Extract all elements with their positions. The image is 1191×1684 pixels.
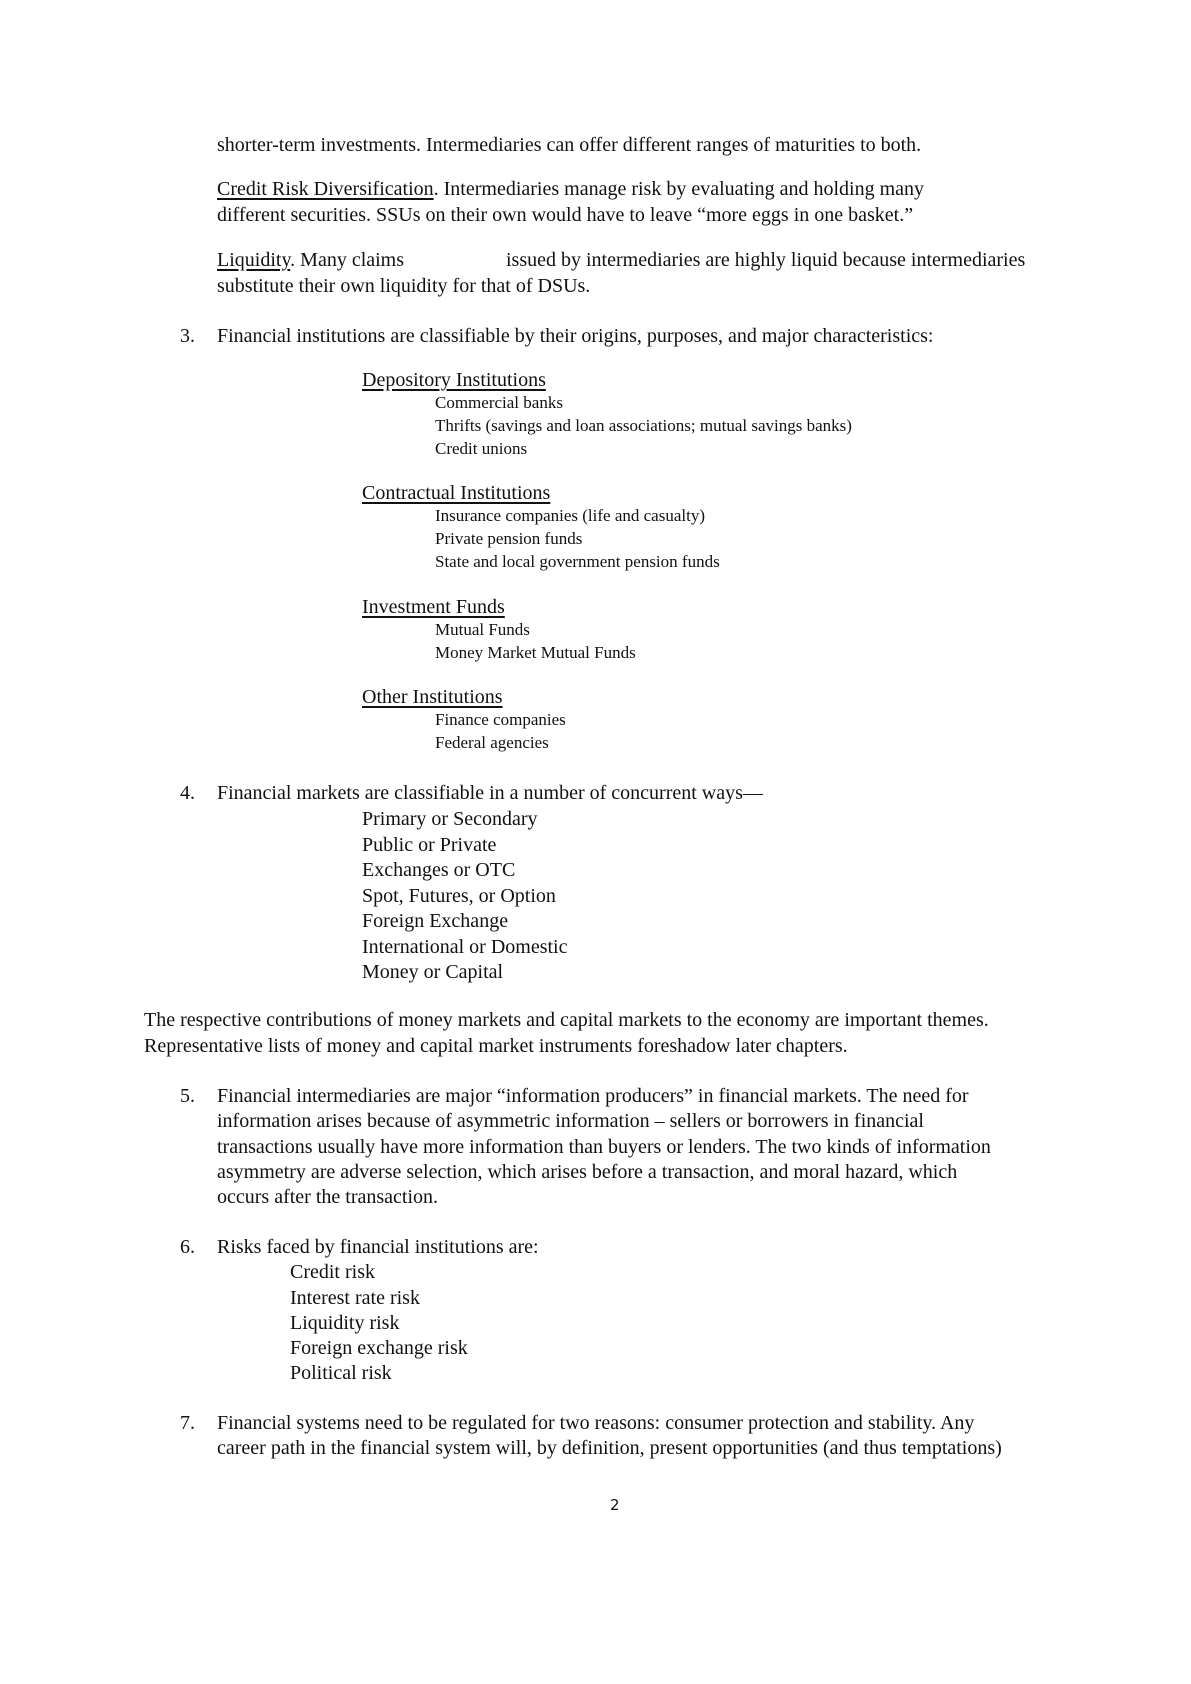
- intro-line: shorter-term investments. Intermediaries can offer different ranges of maturities to both.: [217, 134, 922, 156]
- item-7-line: career path in the financial system will, by definition, present opportunities (and thus temptations): [217, 1437, 1002, 1459]
- list-item: Commercial banks: [435, 393, 563, 412]
- list-item: Mutual Funds: [435, 620, 530, 639]
- list-item: Primary or Secondary: [362, 808, 538, 830]
- list-item: Interest rate risk: [290, 1287, 420, 1309]
- credit-risk-line-2: different securities. SSUs on their own would have to leave “more eggs in one basket.”: [217, 204, 914, 226]
- group-heading-contractual: Contractual Institutions: [362, 482, 551, 504]
- item-4-text: Financial markets are classifiable in a number of concurrent ways—: [217, 782, 763, 804]
- list-item: Spot, Futures, or Option: [362, 885, 556, 907]
- liquidity-heading: Liquidity: [217, 249, 291, 271]
- list-item: Money Market Mutual Funds: [435, 643, 636, 662]
- list-item: Money or Capital: [362, 961, 504, 983]
- list-item: Finance companies: [435, 710, 566, 729]
- liquidity-line-1: Liquidity. Many claims: [217, 249, 405, 271]
- page-number: 2: [610, 1496, 620, 1514]
- item-5-line: asymmetry are adverse selection, which arises before a transaction, and moral hazard, which: [217, 1161, 958, 1183]
- item-5-line: Financial intermediaries are major “information producers” in financial markets. The need for: [217, 1085, 969, 1107]
- liquidity-line-1b: issued by intermediaries are highly liquid because intermediaries: [506, 249, 1026, 271]
- liquidity-line-2: substitute their own liquidity for that of DSUs.: [217, 275, 591, 297]
- item-4-number: 4.: [180, 782, 195, 804]
- paragraph-line-1: The respective contributions of money markets and capital markets to the economy are important themes.: [144, 1009, 989, 1031]
- paragraph-line-2: Representative lists of money and capital market instruments foreshadow later chapters.: [144, 1035, 848, 1057]
- list-item: Foreign Exchange: [362, 910, 509, 932]
- item-3-number: 3.: [180, 325, 195, 347]
- list-item: Foreign exchange risk: [290, 1337, 468, 1359]
- list-item: Exchanges or OTC: [362, 859, 516, 881]
- item-7-number: 7.: [180, 1412, 195, 1434]
- item-5-line: transactions usually have more information than buyers or lenders. The two kinds of information: [217, 1136, 991, 1158]
- group-heading-other: Other Institutions: [362, 686, 503, 708]
- group-heading-depository: Depository Institutions: [362, 369, 546, 391]
- item-6-number: 6.: [180, 1236, 195, 1258]
- item-6-text: Risks faced by financial institutions are:: [217, 1236, 539, 1258]
- list-item: Credit risk: [290, 1261, 375, 1283]
- list-item: Credit unions: [435, 439, 528, 458]
- item-7-line: Financial systems need to be regulated for two reasons: consumer protection and stability. Any: [217, 1412, 975, 1434]
- list-item: Private pension funds: [435, 529, 583, 548]
- list-item: Federal agencies: [435, 733, 549, 752]
- item-5-line: information arises because of asymmetric information – sellers or borrowers in financial: [217, 1110, 924, 1132]
- item-3-text: Financial institutions are classifiable by their origins, purposes, and major characteristics:: [217, 325, 934, 347]
- list-item: Political risk: [290, 1362, 392, 1384]
- item-5-line: occurs after the transaction.: [217, 1186, 439, 1208]
- list-item: Public or Private: [362, 834, 497, 856]
- list-item: Liquidity risk: [290, 1312, 400, 1334]
- credit-risk-heading: Credit Risk Diversification: [217, 178, 434, 200]
- list-item: International or Domestic: [362, 936, 568, 958]
- list-item: Thrifts (savings and loan associations; mutual savings banks): [435, 416, 852, 435]
- list-item: Insurance companies (life and casualty): [435, 506, 705, 525]
- credit-risk-line-1: Credit Risk Diversification. Intermediaries manage risk by evaluating and holding many: [217, 178, 925, 200]
- group-heading-investment: Investment Funds: [362, 596, 505, 618]
- item-5-number: 5.: [180, 1085, 195, 1107]
- list-item: State and local government pension funds: [435, 552, 720, 571]
